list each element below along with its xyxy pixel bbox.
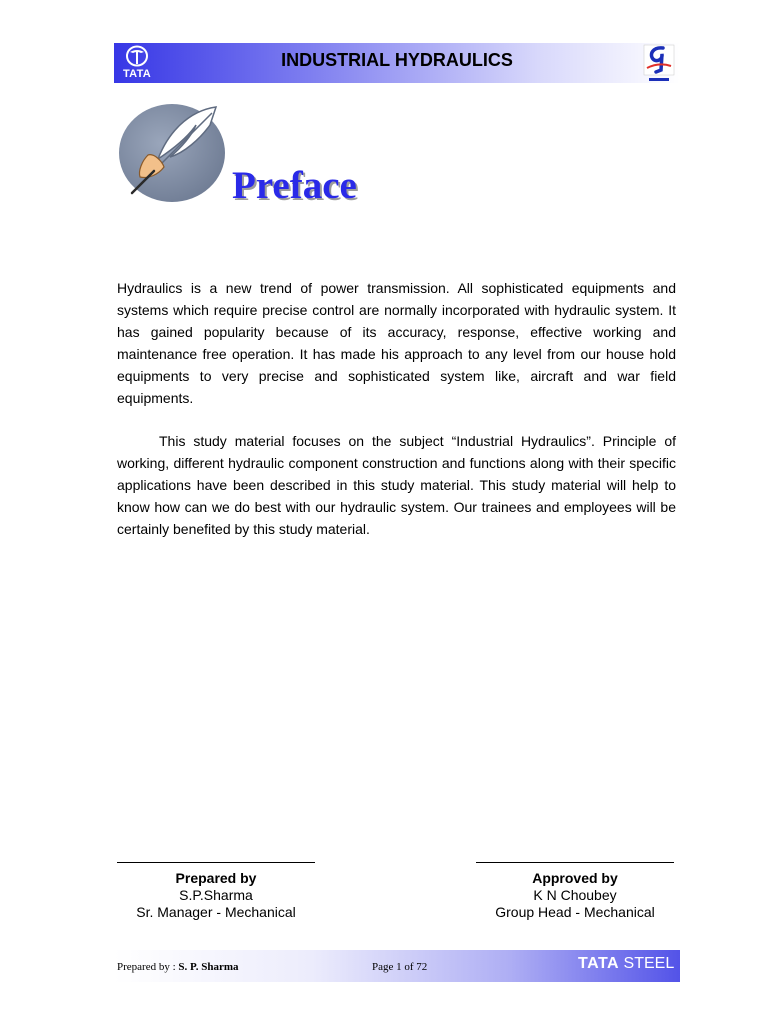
tata-steel-logo	[578, 955, 674, 973]
header-band	[114, 43, 680, 83]
paragraph-1: Hydraulics is a new trend of power transmission. All sophisticated equipments and systems which require precise control are normally incorporated with hydraulic system. It has gained popularity because of its accuracy, response, effective working and maintenance free operation. It has made his approach to any level from our house hold equipments to very precise and sophisticated system like, aircraft and war field equipments.	[117, 280, 676, 406]
footer-prepared-name: S. P. Sharma	[178, 961, 239, 973]
signature-line	[117, 862, 315, 863]
tata-logo-text: TATA	[122, 68, 152, 80]
paragraph-2: This study material focuses on the subject “Industrial Hydraulics”. Principle of working, different hydraulic component construction and functions along with their specific applications have been described in this study material. This study material will help to know how can we do best with our hydraulic system. Our trainees and employees will be certainly benefited by this study material.	[117, 433, 676, 537]
prepared-by-block	[117, 862, 315, 921]
prepared-by-designation: Sr. Manager - Mechanical	[136, 904, 296, 920]
page-title: Preface	[232, 164, 357, 207]
approved-by-block	[476, 862, 674, 921]
footer-prepared-by	[117, 961, 239, 973]
signature-line	[476, 862, 674, 863]
approved-by-name: K N Choubey	[533, 887, 617, 903]
prepared-by-label: Prepared by	[175, 870, 257, 886]
approved-by-label: Approved by	[532, 870, 618, 886]
header-title: INDUSTRIAL HYDRAULICS	[281, 50, 513, 70]
tata-steel-logo-light: STEEL	[619, 955, 675, 972]
page-number: Page 1 of 72	[372, 961, 428, 973]
tata-steel-logo-bold: TATA	[578, 955, 620, 972]
footer-band	[114, 950, 680, 982]
approved-by-designation: Group Head - Mechanical	[495, 904, 655, 920]
quill-pen-icon	[118, 101, 230, 205]
snti-logo-icon	[643, 44, 675, 84]
footer-prepared-label: Prepared by :	[117, 961, 179, 973]
prepared-by-name: S.P.Sharma	[179, 887, 253, 903]
